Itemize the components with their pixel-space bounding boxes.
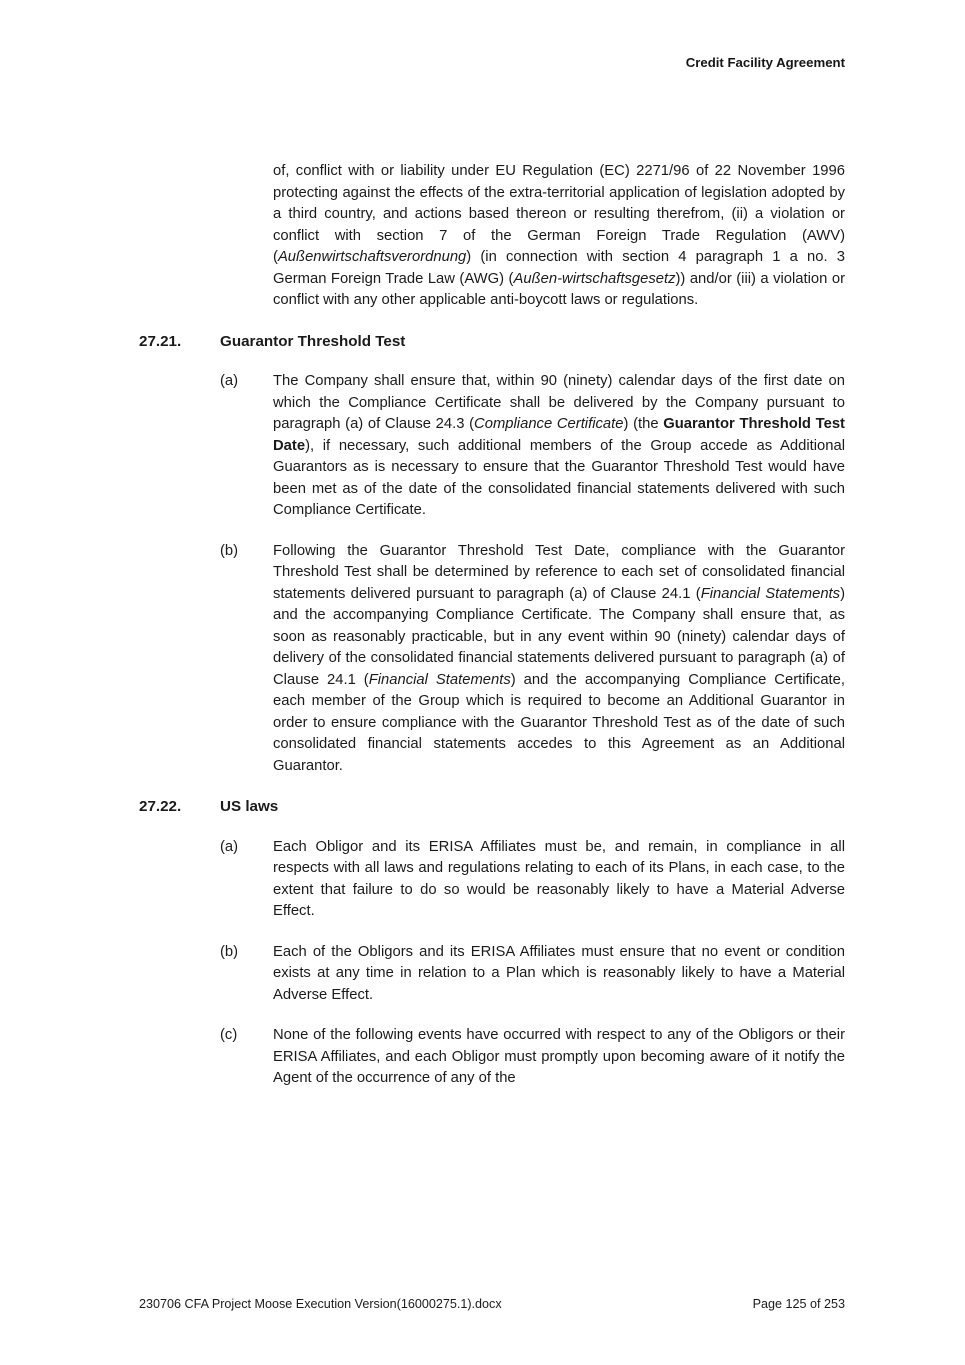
document-body: [139, 161, 845, 1109]
list-item-text: None of the following events have occurred with respect to any of the Obligors or their ERISA Affiliates, and each Obligor must promptly upon becoming aware of it notify the Agent of the occurrence of any of the: [273, 1027, 845, 1086]
list-item-marker: (b): [220, 542, 239, 559]
section-title: US laws: [220, 798, 279, 815]
list-item-text: Each Obligor and its ERISA Affiliates must be, and remain, in compliance in all respects with all laws and regulations relating to each of its Plans, in each case, to the extent that failure to do so would be reasonably likely to have a Material Adverse Effect.: [273, 838, 845, 919]
section-heading-27.22: [139, 796, 845, 818]
section-heading-27.21: [139, 331, 845, 353]
list-item-b: [220, 541, 845, 778]
section-title: Guarantor Threshold Test: [220, 332, 406, 350]
section-number: 27.21.: [139, 332, 182, 350]
list-item-marker: (a): [220, 838, 239, 855]
footer-page-number: Page 125 of 253: [752, 1297, 845, 1311]
list-item-text: Each of the Obligors and its ERISA Affiliates must ensure that no event or condition exists at any time in relation to a Plan which is reasonably likely to have a Material Adverse Effect.: [273, 943, 845, 1003]
list-item-a: [220, 371, 845, 522]
page-footer: [139, 1297, 845, 1311]
list-item-b: [220, 942, 845, 1007]
list-item-a: [220, 837, 845, 923]
footer-filename: 230706 CFA Project Moose Execution Version(16000275.1).docx: [139, 1297, 502, 1311]
page-header-title: Credit Facility Agreement: [685, 55, 845, 70]
section-number: 27.22.: [139, 798, 182, 815]
list-item-marker: (c): [220, 1027, 238, 1043]
list-item-text: Following the Guarantor Threshold Test Date, compliance with the Guarantor Threshold Test shall be determined by reference to each set of consolidated financial statements delivered pursuant to paragraph (a) of Clause 24.1 (Financial Statements) and the accompanying Compliance Certificate. The Company shall ensure that, as soon as reasonably practicable, but in any event within 90 (ninety) calendar days of delivery of the consolidated financial statements delivered pursuant to paragraph (a) of Clause 24.1 (Financial Statements) and the accompanying Compliance Certificate, each member of the Group which is required to become an Additional Guarantor in order to ensure compliance with the Guarantor Threshold Test as of the date of such consolidated financial statements accedes to this Agreement as an Additional Guarantor.: [273, 542, 846, 774]
list-item-marker: (b): [220, 943, 239, 960]
list-item-c: [220, 1025, 845, 1090]
list-item-text: The Company shall ensure that, within 90 (ninety) calendar days of the first date on which the Compliance Certificate shall be delivered by the Company pursuant to paragraph (a) of Clause 24.3 (Compliance Certificate) (the Guarantor Threshold Test Date), if necessary, such additional members of the Group accede as Additional Guarantors as is necessary to ensure that the Guarantor Threshold Test would have been met as of the date of the consolidated financial statements delivered with such Compliance Certificate.: [273, 373, 845, 518]
list-item-marker: (a): [220, 373, 239, 389]
sections-container: [139, 331, 845, 1090]
intro-paragraph: of, conflict with or liability under EU Regulation (EC) 2271/96 of 22 November 1996 protecting against the effects of the extra-territorial application of legislation adopted by a third country, and actions based thereon or resulting therefrom, (ii) a violation or conflict with section 7 of the German Foreign Trade Regulation (AWV) (Außenwirtschaftsverordnung) (in connection with section 4 paragraph 1 a no. 3 German Foreign Trade Law (AWG) (Außen-wirtschaftsgesetz)) and/or (iii) a violation or conflict with any other applicable anti-boycott laws or regulations.: [273, 163, 845, 308]
